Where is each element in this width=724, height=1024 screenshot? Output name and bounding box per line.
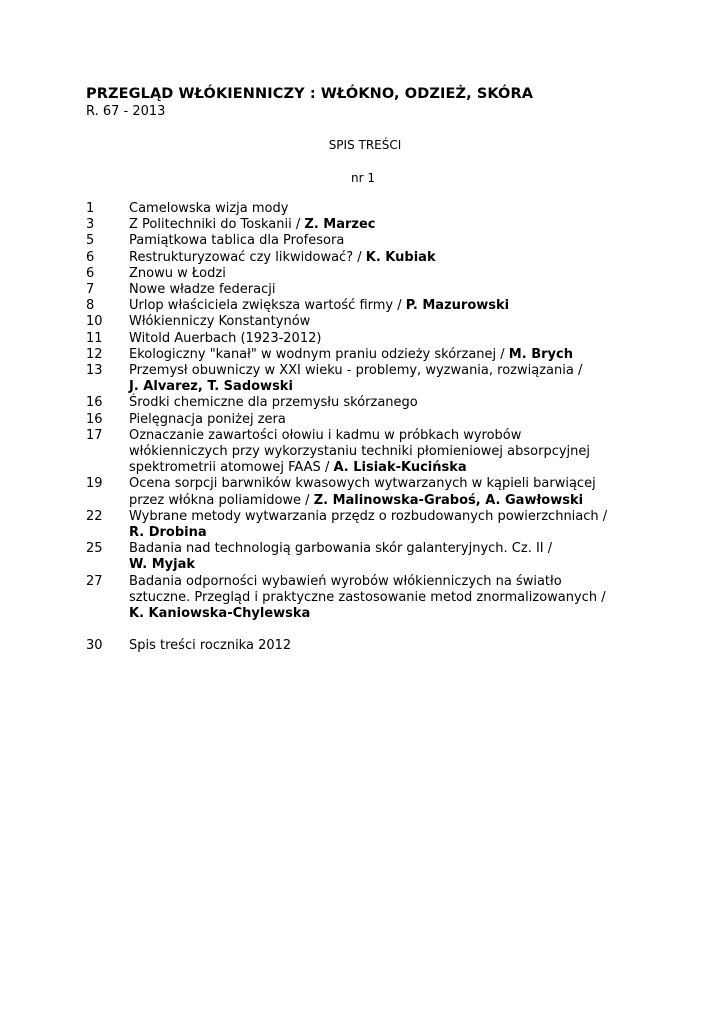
article-title: Pielęgnacja poniżej zera [129, 411, 286, 427]
article-author: Z. Malinowska-Graboś, A. Gawłowski [313, 492, 584, 508]
article-author: W. Myjak [129, 557, 196, 573]
toc-entry [86, 476, 686, 508]
article-title: Ocena sorpcji barwników kwasowych wytwarzanych w kąpieli barwiącej przez włókna poliamidowe [129, 476, 596, 508]
toc-page-number: 30 [86, 638, 103, 654]
toc-page-number: 16 [86, 411, 103, 427]
author-separator: / [496, 346, 509, 362]
toc-entry-text [129, 233, 686, 249]
author-separator: / [320, 460, 334, 476]
author-separator: / [601, 589, 606, 605]
author-separator: / [291, 217, 305, 233]
article-author: K. Kaniowska-Chylewska [129, 606, 311, 622]
toc-page-number: 6 [86, 249, 95, 265]
toc-entry [86, 266, 686, 282]
toc-entry [86, 250, 686, 266]
toc-entry-text [129, 314, 686, 330]
toc-page-number: 10 [86, 314, 103, 330]
toc-page-number: 16 [86, 395, 103, 411]
toc-entry-text [129, 428, 686, 477]
toc-entry-text [129, 298, 686, 314]
article-title: Nowe władze federacji [129, 282, 276, 298]
toc-page-number: 3 [86, 217, 95, 233]
article-title: Camelowska wizja mody [129, 201, 289, 216]
toc-entry [86, 428, 686, 477]
toc-entry [86, 298, 686, 314]
article-title: Znowu w Łodzi [129, 265, 226, 281]
article-title: Restrukturyzować czy likwidować? [129, 249, 354, 265]
toc-entry-text [129, 541, 686, 573]
toc-entry-text [129, 266, 686, 282]
toc-page-number: 25 [86, 541, 103, 557]
toc-entry-text [129, 201, 686, 217]
toc-entry [86, 638, 686, 654]
article-title: Witold Auerbach (1923-2012) [129, 330, 322, 346]
toc-page-number: 8 [86, 298, 95, 314]
toc-page-number: 17 [86, 427, 103, 443]
article-author: J. Alvarez, T. Sadowski [129, 379, 293, 395]
toc-entry [86, 282, 686, 298]
toc-entry [86, 412, 686, 428]
author-separator: / [547, 541, 553, 557]
article-title: Z Politechniki do Toskanii [129, 217, 292, 233]
toc-entry [86, 314, 686, 330]
toc-entry-text [129, 347, 686, 363]
journal-title: PRZEGLĄD WŁÓKIENNICZY : WŁÓKNO, ODZIEŻ, SKÓRA [86, 86, 534, 102]
toc-page-number: 22 [86, 508, 103, 524]
toc-heading: SPIS TREŚCI [328, 138, 402, 152]
article-title: Włókienniczy Konstantynów [129, 314, 311, 330]
toc-page-number: 11 [86, 330, 103, 346]
article-title: Środki chemiczne dla przemysłu skórzanego [129, 395, 418, 411]
toc-page-number: 27 [86, 573, 103, 589]
toc-entry-text [129, 574, 686, 623]
article-title: Badania nad technologią garbowania skór galanteryjnych. Cz. II [129, 541, 544, 557]
toc-entry [86, 201, 686, 217]
toc-entry [86, 509, 686, 541]
toc-page-number: 7 [86, 282, 95, 298]
article-author: K. Kubiak [365, 249, 436, 265]
article-author: P. Mazurowski [405, 298, 510, 314]
author-separator: / [577, 363, 583, 379]
toc-entry-text [129, 331, 686, 347]
article-title: Urlop właściciela zwiększa wartość firmy [129, 298, 394, 314]
article-author: R. Drobina [129, 525, 207, 541]
toc-entry [86, 574, 686, 623]
article-author: M. Brych [508, 346, 573, 362]
issue-number: nr 1 [351, 171, 375, 185]
article-author: Z. Marzec [304, 217, 376, 233]
author-separator: / [393, 298, 406, 314]
toc-entry-text [129, 395, 686, 411]
article-title: Przemysł obuwniczy w XXI wieku - problemy, wyzwania, rozwiązania [129, 363, 574, 379]
toc-entry-text [129, 638, 686, 654]
article-title: Badania odporności wybawień wyrobów włókienniczych na światło sztuczne. Przegląd i praktyczne zastosowanie metod znormalizowanych [129, 573, 598, 605]
toc-page-number: 13 [86, 363, 103, 379]
toc-entry [86, 233, 686, 249]
toc-entry-text [129, 282, 686, 298]
author-separator: / [353, 249, 366, 265]
toc-page-number: 1 [86, 201, 95, 216]
toc-entry-text [129, 250, 686, 266]
toc-entry-text [129, 476, 686, 508]
toc-entry-text [129, 509, 686, 541]
author-separator: / [602, 508, 608, 524]
toc-entry-text [129, 412, 686, 428]
article-title: Pamiątkowa tablica dla Profesora [129, 233, 345, 249]
article-title: Spis treści rocznika 2012 [129, 638, 292, 654]
toc-entry [86, 331, 686, 347]
toc-entry [86, 347, 686, 363]
volume-year: R. 67 - 2013 [86, 104, 166, 119]
article-title: Ekologiczny "kanał" w wodnym praniu odzieży skórzanej [129, 346, 497, 362]
toc-page-number: 19 [86, 476, 103, 492]
toc-entry [86, 395, 686, 411]
author-separator: / [301, 492, 314, 508]
toc-entry-text [129, 217, 686, 233]
toc-page-number: 5 [86, 233, 95, 249]
article-author: A. Lisiak-Kucińska [333, 460, 467, 476]
toc-entry [86, 217, 686, 233]
toc-page-number: 6 [86, 265, 95, 281]
article-title: Wybrane metody wytwarzania przędz o rozbudowanych powierzchniach [129, 508, 599, 524]
toc-page-number: 12 [86, 346, 103, 362]
toc-entry [86, 363, 686, 395]
toc-entry-text [129, 363, 686, 395]
table-of-contents [86, 201, 686, 654]
article-title: Oznaczanie zawartości ołowiu i kadmu w próbkach wyrobów włókienniczych przy wykorzystaniu techniki płomieniowej absorpcyjnej spektrometrii atomowej FAAS [129, 427, 591, 476]
toc-entry [86, 541, 686, 573]
